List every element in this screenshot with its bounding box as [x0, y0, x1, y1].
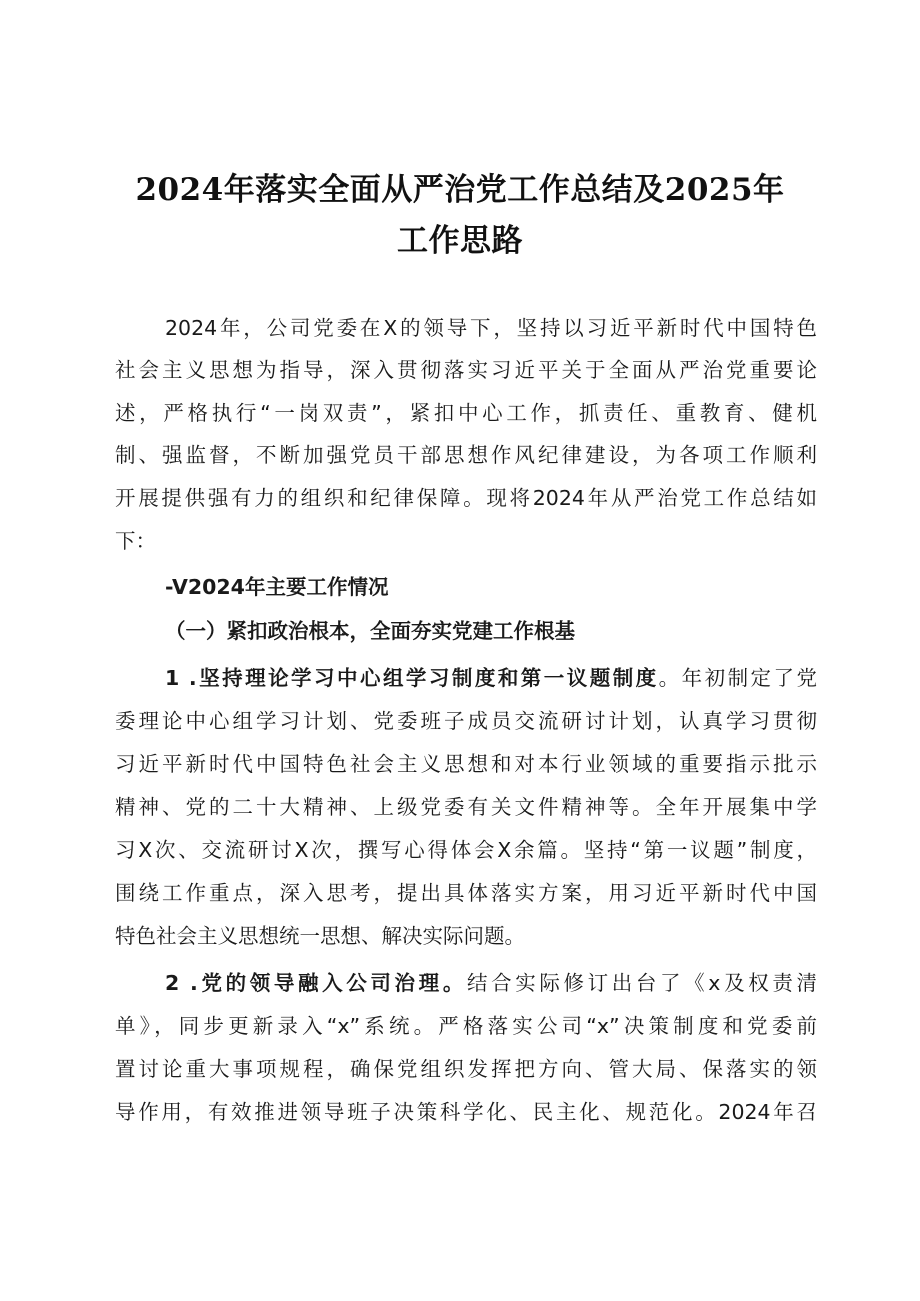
item2-line-2: 单》，同步更新录入“x”系统。严格落实公司“x”决策制度和党委前 — [115, 1014, 817, 1038]
section-heading: -V2024年主要工作情况 — [165, 575, 389, 599]
item1-line-7: 特色社会主义思想统一思想、解决实际问题。 — [115, 924, 525, 948]
item1-bold-heading: 1 .坚持理论学习中心组学习制度和第一议题制度 — [165, 666, 659, 690]
intro-line-5: 开展提供强有力的组织和纪律保障。现将2024年从严治党工作总结如 — [115, 486, 817, 510]
item2-line-4: 导作用，有效推进领导班子决策科学化、民主化、规范化。2024年召 — [115, 1100, 817, 1124]
item1-first-line — [165, 663, 817, 693]
intro-line-1: 2024年，公司党委在X的领导下，坚持以习近平新时代中国特色 — [165, 316, 817, 340]
item1-line-2: 委理论中心组学习计划、党委班子成员交流研讨计划，认真学习贯彻 — [115, 709, 817, 733]
item2-first-rest: 结合实际修订出台了《x及权责清 — [466, 971, 817, 995]
item2-bold-heading: 2 .党的领导融入公司治理。 — [165, 971, 467, 995]
intro-line-3: 述，严格执行“一岗双责”，紧扣中心工作，抓责任、重教育、健机 — [115, 401, 817, 425]
item1-line-4: 精神、党的二十大精神、上级党委有关文件精神等。全年开展集中学 — [115, 795, 817, 819]
item1-line-3: 习近平新时代中国特色社会主义思想和对本行业领域的重要指示批示 — [115, 752, 817, 776]
item1-first-rest: 。年初制定了党 — [658, 666, 818, 690]
item1-line-5: 习X次、交流研讨X次，撰写心得体会X余篇。坚持“第一议题”制度， — [115, 838, 817, 862]
item2-line-3: 置讨论重大事项规程，确保党组织发挥把方向、管大局、保落实的领 — [115, 1057, 817, 1081]
subsection-heading: （一）紧扣政治根本，全面夯实党建工作根基 — [165, 619, 575, 643]
intro-line-4: 制、强监督，不断加强党员干部思想作风纪律建设，为各项工作顺利 — [115, 443, 817, 467]
intro-line-6: 下： — [115, 529, 156, 553]
document-title-line-2: 工作思路 — [397, 223, 523, 259]
intro-line-2: 社会主义思想为指导，深入贯彻落实习近平关于全面从严治党重要论 — [115, 358, 817, 382]
item1-line-6: 围绕工作重点，深入思考，提出具体落实方案，用习近平新时代中国 — [115, 881, 817, 905]
document-title-line-1: 2024年落实全面从严治党工作总结及2025年 — [135, 172, 785, 208]
item2-first-line — [165, 968, 817, 998]
